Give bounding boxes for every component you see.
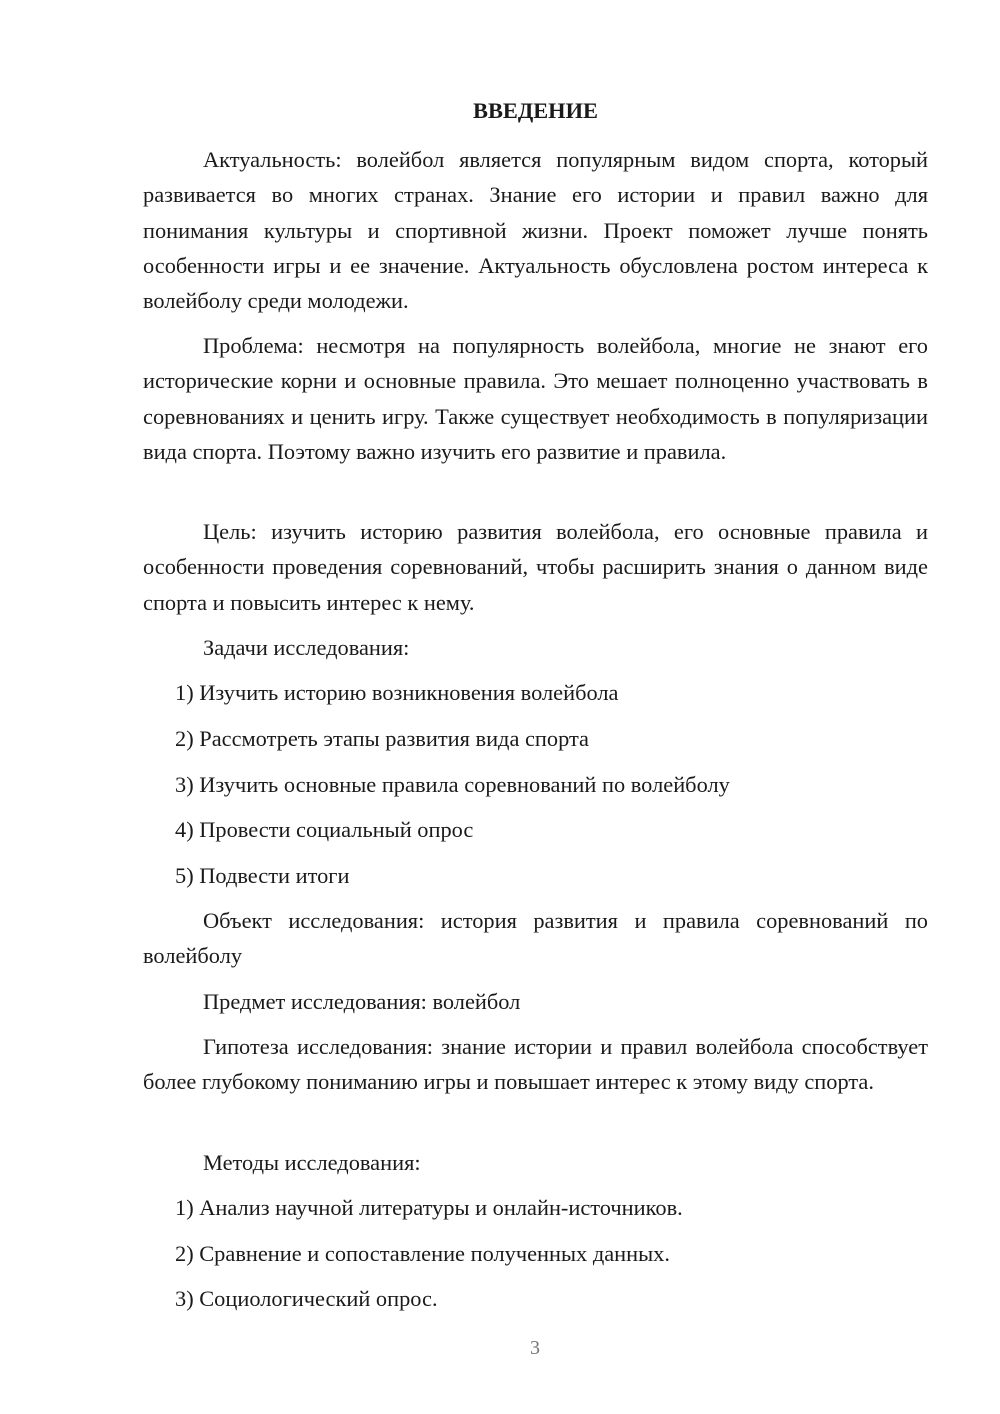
list-item: 3) Изучить основные правила соревнований по волейболу [175, 772, 730, 797]
list-item: 4) Провести социальный опрос [175, 817, 474, 842]
list-item: 5) Подвести итоги [175, 863, 350, 888]
relevance-paragraph: Актуальность: волейбол является популярным видом спорта, который развивается во многих странах. Знание его истории и правил важно для понимания культуры и спортивной жизни. Проект поможет лучше понять особенности игры и ее значение. Актуальность обусловлена ростом интереса к волейболу среди молодежи. [143, 147, 928, 314]
goal-paragraph: Цель: изучить историю развития волейбола, его основные правила и особенности проведения соревнований, чтобы расширить знания о данном виде спорта и повысить интерес к нему. [143, 519, 928, 615]
list-item: 1) Анализ научной литературы и онлайн-источников. [175, 1195, 683, 1220]
methods-heading: Методы исследования: [203, 1150, 421, 1175]
page-number: 3 [530, 1337, 540, 1359]
list-item: 3) Социологический опрос. [175, 1286, 438, 1311]
object-paragraph: Объект исследования: история развития и правила соревнований по волейболу [143, 908, 928, 969]
list-item: 1) Изучить историю возникновения волейбола [175, 680, 619, 705]
list-item: 2) Рассмотреть этапы развития вида спорта [175, 726, 589, 751]
page-title: ВВЕДЕНИЕ [473, 98, 598, 123]
problem-paragraph: Проблема: несмотря на популярность волейбола, многие не знают его исторические корни и основные правила. Это мешает полноценно участвовать в соревнованиях и ценить игру. Также существует необходимость в популяризации вида спорта. Поэтому важно изучить его развитие и правила. [143, 333, 928, 464]
hypothesis-paragraph: Гипотеза исследования: знание истории и правил волейбола способствует более глубокому пониманию игры и повышает интерес к этому виду спорта. [143, 1034, 928, 1095]
subject-line: Предмет исследования: волейбол [203, 989, 521, 1014]
list-item: 2) Сравнение и сопоставление полученных данных. [175, 1241, 670, 1266]
tasks-heading: Задачи исследования: [203, 635, 410, 660]
